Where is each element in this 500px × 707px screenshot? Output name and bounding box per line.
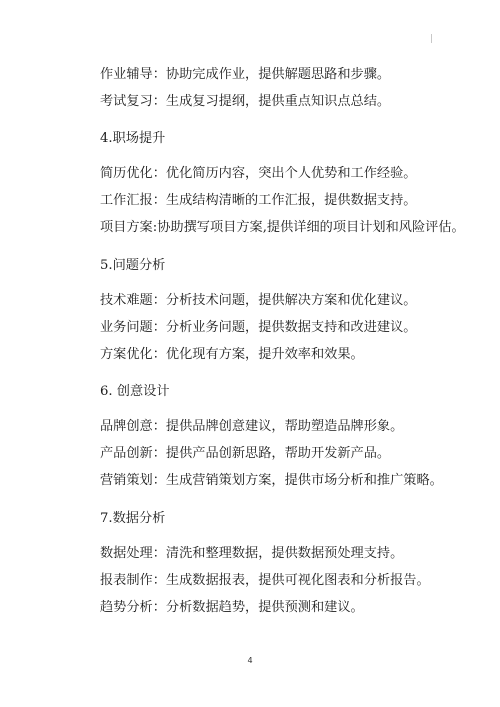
- section-heading-problem-analysis: 5.问题分析: [100, 258, 166, 273]
- section-heading-data-analysis: 7.数据分析: [100, 511, 166, 526]
- list-item-plan-optimization: 方案优化：优化现有方案，提升效率和效果。: [100, 347, 364, 362]
- list-item-report-making: 报表制作：生成数据报表，提供可视化图表和分析报告。: [100, 573, 430, 588]
- list-item-project-plan: 项目方案:协助撰写项目方案,提供详细的项目计划和风险评估。: [100, 220, 465, 235]
- list-item-trend-analysis: 趋势分析：分析数据趋势，提供预测和建议。: [100, 600, 364, 615]
- list-item-work-report: 工作汇报：生成结构清晰的工作汇报，提供数据支持。: [100, 193, 417, 208]
- list-item-resume: 简历优化：优化简历内容，突出个人优势和工作经验。: [100, 166, 417, 181]
- list-item-product-innovation: 产品创新：提供产品创新思路，帮助开发新产品。: [100, 446, 391, 461]
- list-item-technical-problem: 技术难题：分析技术问题，提供解决方案和优化建议。: [100, 293, 417, 308]
- page-number: 4: [247, 656, 253, 665]
- list-item-marketing-plan: 营销策划：生成营销策划方案，提供市场分析和推广策略。: [100, 473, 443, 488]
- list-item-brand-creative: 品牌创意：提供品牌创意建议，帮助塑造品牌形象。: [100, 419, 404, 434]
- list-item-homework-help: 作业辅导：协助完成作业，提供解题思路和步骤。: [100, 67, 391, 82]
- list-item-data-processing: 数据处理：清洗和整理数据，提供数据预处理支持。: [100, 546, 404, 561]
- list-item-business-problem: 业务问题：分析业务问题，提供数据支持和改进建议。: [100, 320, 417, 335]
- section-heading-creative-design: 6. 创意设计: [100, 384, 170, 399]
- section-heading-career: 4.职场提升: [100, 131, 166, 146]
- list-item-exam-review: 考试复习：生成复习提纲，提供重点知识点总结。: [100, 94, 391, 109]
- page-edge-mark: [431, 34, 432, 43]
